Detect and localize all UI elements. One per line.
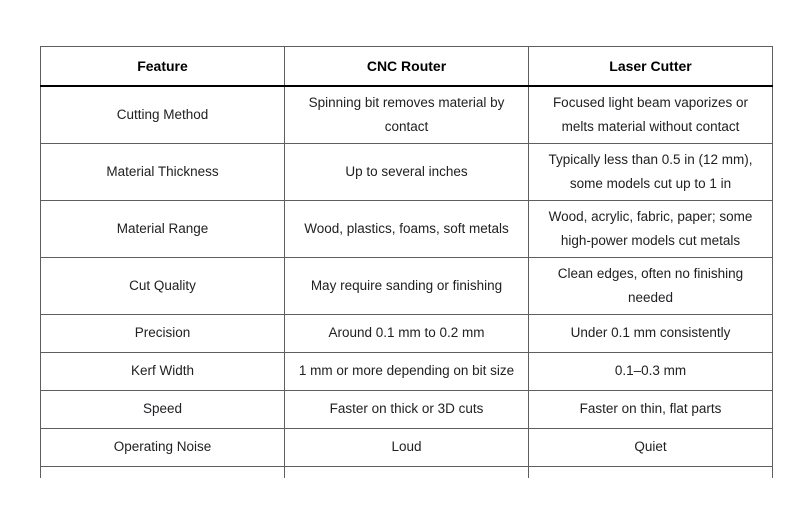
table-row (41, 428, 773, 466)
table-row (41, 200, 773, 257)
table-row (41, 257, 773, 314)
table-row (41, 390, 773, 428)
table-row (41, 352, 773, 390)
feature-cell: Operating Noise (41, 428, 285, 466)
laser-cutter-cell: Clean edges, often no finishing needed (529, 257, 773, 314)
laser-cutter-cell: 0.1–0.3 mm (529, 352, 773, 390)
table-row (41, 314, 773, 352)
feature-cell: Cut Quality (41, 257, 285, 314)
table-body (41, 86, 773, 479)
laser-cutter-cell: Wood, acrylic, fabric, paper; some high-power models cut metals (529, 200, 773, 257)
laser-cutter-cell: Faster on thin, flat parts (529, 390, 773, 428)
header-laser-cutter: Laser Cutter (529, 47, 773, 86)
header-feature: Feature (41, 47, 285, 86)
cnc-router-cell: Spinning bit removes material by contact (285, 86, 529, 144)
comparison-table-container (40, 46, 774, 478)
feature-cell: Cutting Method (41, 86, 285, 144)
cnc-router-cell: Around 0.1 mm to 0.2 mm (285, 314, 529, 352)
cnc-router-cell: May require sanding or finishing (285, 257, 529, 314)
cnc-router-cell (285, 466, 529, 478)
cnc-router-cell: 1 mm or more depending on bit size (285, 352, 529, 390)
laser-cutter-cell: Focused light beam vaporizes or melts material without contact (529, 86, 773, 144)
table-row-partial (41, 466, 773, 478)
table-row (41, 143, 773, 200)
cnc-router-cell: Faster on thick or 3D cuts (285, 390, 529, 428)
laser-cutter-cell: Typically less than 0.5 in (12 mm), some models cut up to 1 in (529, 143, 773, 200)
comparison-table (40, 46, 773, 478)
cnc-router-cell: Wood, plastics, foams, soft metals (285, 200, 529, 257)
cnc-router-cell: Up to several inches (285, 143, 529, 200)
table-header-row (41, 47, 773, 86)
feature-cell: Precision (41, 314, 285, 352)
laser-cutter-cell: Quiet (529, 428, 773, 466)
table-row (41, 86, 773, 144)
cnc-router-cell: Loud (285, 428, 529, 466)
laser-cutter-cell (529, 466, 773, 478)
header-cnc-router: CNC Router (285, 47, 529, 86)
feature-cell (41, 466, 285, 478)
feature-cell: Material Thickness (41, 143, 285, 200)
feature-cell: Material Range (41, 200, 285, 257)
feature-cell: Speed (41, 390, 285, 428)
laser-cutter-cell: Under 0.1 mm consistently (529, 314, 773, 352)
feature-cell: Kerf Width (41, 352, 285, 390)
